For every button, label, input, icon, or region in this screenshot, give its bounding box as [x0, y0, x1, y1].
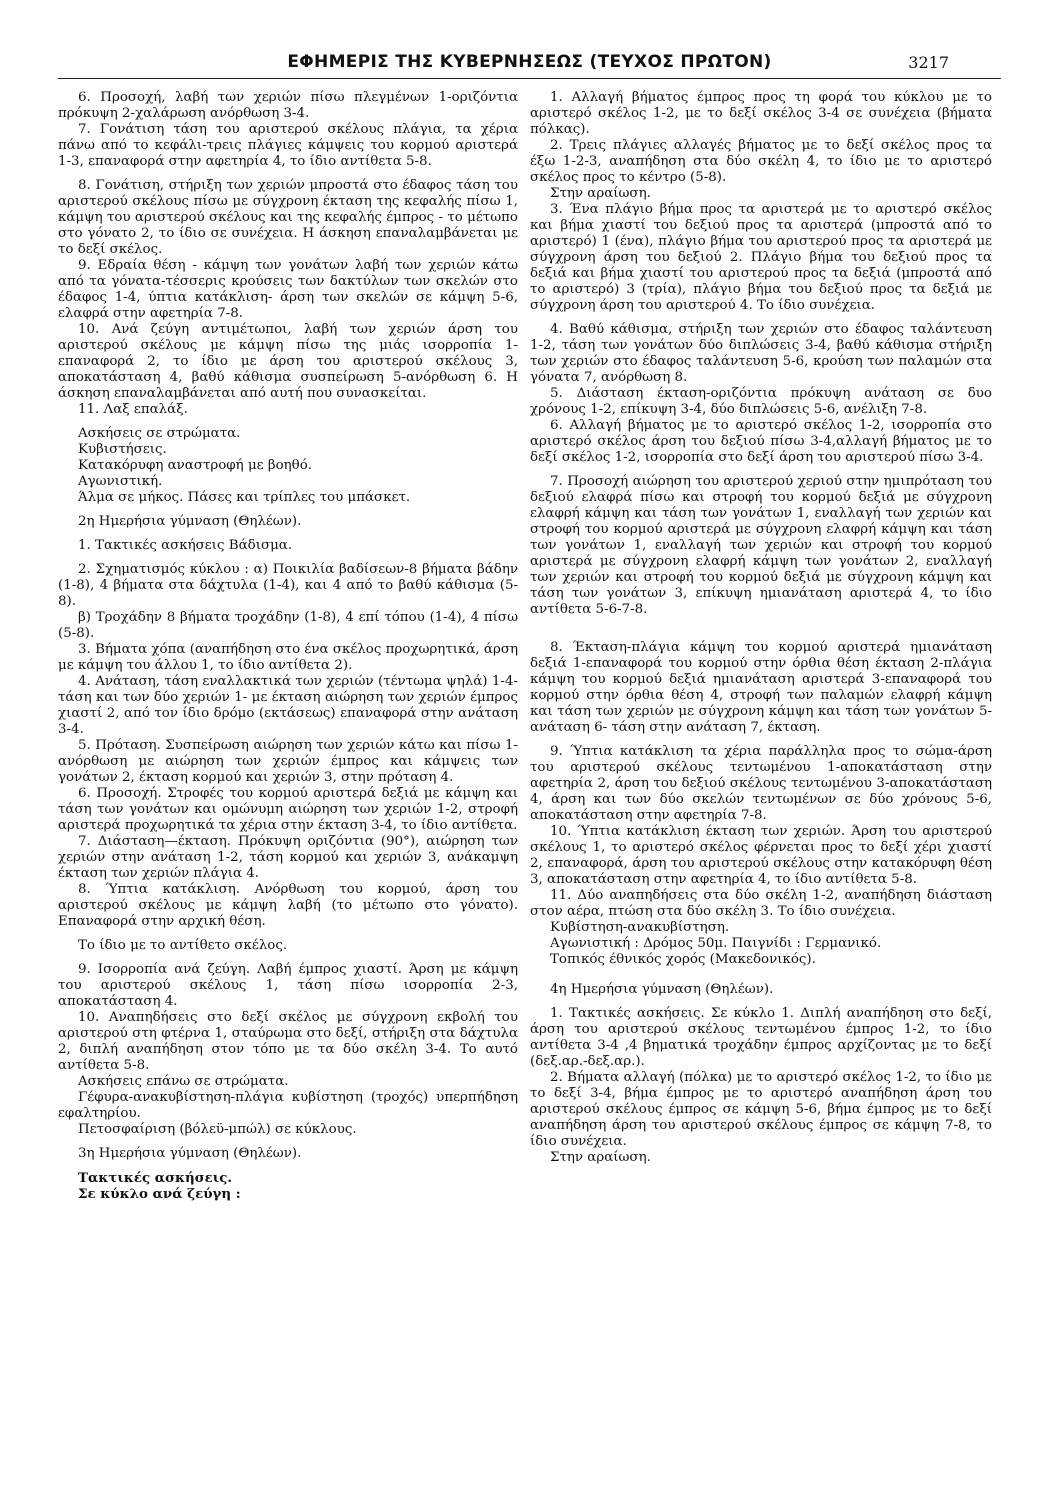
paragraph: 2. Τρεις πλάγιες αλλαγές βήματος με το δεξί σκέλος προς τα έξω 1-2-3, αναπήδηση στα δύο σκέλη 4, το ίδιο με το αριστερό σκέλος προς το κέντρο (5-8). — [530, 138, 992, 185]
left-column — [58, 90, 518, 1202]
paragraph: 3. Ένα πλάγιο βήμα προς τα αριστερά με το αριστερό σκέλος και βήμα χιαστί του δεξιού προς τα αριστερά (μπροστά από το αριστερό) 1 (ένα), πλάγιο βήμα του αριστερού προς τα αριστερά με σύγχρονη άρση του δεξιού 2. Πλάγιο βήμα του δεξιού προς τα δεξιά και βήμα χιαστί του αριστερού προς τα δεξιά (μπροστά από το αριστερό) 3 (τρία), πλάγιο βήμα του δεξιού προς τα δεξιά με σύγχρονη άρση του αριστερού 4. Το ίδιο συνέχεια. — [530, 202, 992, 313]
paragraph: Σε κύκλο ανά ζεύγη : — [78, 1186, 241, 1202]
paragraph: 4. Ανάταση, τάση εναλλακτικά των χεριών (τέντωμα ψηλά) 1-4-τάση και των δύο χεριών 1- με έκταση αιώρηση των χεριών έμπρος χιαστί 2, από τον ίδιο δρόμο (εκτάσεως) επαναφορά στην ανάταση 3-4. — [58, 674, 518, 737]
paragraph: 9. Ισορροπία ανά ζεύγη. Λαβή έμπρος χιαστί. Άρση με κάμψη του αριστερού σκέλους 1, τάση πίσω ισορροπία 2-3, αποκατάσταση 4. — [58, 962, 518, 1009]
paragraph: 3. Βήματα χόπα (αναπήδηση στο ένα σκέλος προχωρητικά, άρση με κάμψη του άλλου 1, το ίδιο αντίθετα 2). — [58, 642, 518, 673]
paragraph: Στην αραίωση. — [550, 186, 651, 201]
paragraph: 9. Ύπτια κατάκλιση τα χέρια παράλληλα προς το σώμα-άρση του αριστερού σκέλους τεντωμένου 1-αποκατάσταση στην αφετηρία 2, άρση του δεξιού σκέλους τεντωμένου 3-αποκατάσταση 4, άρση και των δύο σκελών τεντωμένων σε δύο χρόνους 5-6, αποκατάσταση στην αφετηρία 7-8. — [530, 744, 992, 823]
paragraph: Τακτικές ασκήσεις. — [78, 1170, 233, 1186]
section-heading: 4η Ημερήσια γύμναση (Θηλέων). — [550, 982, 774, 997]
paragraph: 7. Γονάτιση τάση του αριστερού σκέλους πλάγια, τα χέρια πάνω από το κεφάλι-τρεις πλάγιες κάμψεις του κορμού αριστερά 1-3, επαναφορά στην αφετηρία 4, το ίδιο αντίθετα 5-8. — [58, 122, 518, 169]
paragraph: 4. Βαθύ κάθισμα, στήριξη των χεριών στο έδαφος ταλάντευση 1-2, τάση των γονάτων δύο διπλώσεις 3-4, βαθύ κάθισμα στήριξη των χεριών στο έδαφος ταλάντευση 5-6, κρούση των παλαμών στα γόνατα 7, ανόρθωση 8. — [530, 322, 992, 385]
paragraph: 10. Αναπηδήσεις στο δεξί σκέλος με σύγχρονη εκβολή του αριστερού στη φτέρνα 1, σταύρωμα στο δεξί, στήριξη στα δάχτυλα 2, διπλή αναπήδηση στον τόπο με τα δύο σκέλη 3-4. Το αυτό αντίθετα 5-8. — [58, 1010, 518, 1073]
paragraph: 2. Σχηματισμός κύκλου : α) Ποικιλία βαδίσεων-8 βήματα βάδην (1-8), 4 βήματα στα δάχτυλα (1-4), και 4 από το βαθύ κάθισμα (5-8). — [58, 562, 518, 609]
paragraph: 1. Αλλαγή βήματος έμπρος προς τη φορά του κύκλου με το αριστερό σκέλος 1-2, με το δεξί σκέλος 3-4 σε συνέχεια (βήματα πόλκας). — [530, 90, 992, 137]
gazette-header-title: ΕΦΗΜΕΡΙΣ ΤΗΣ ΚΥΒΕΡΝΗΣΕΩΣ (ΤΕΥΧΟΣ ΠΡΩΤΟΝ) — [287, 52, 772, 72]
paragraph: Κυβιστήσεις. — [78, 442, 167, 457]
paragraph: Κατακόρυφη αναστροφή με βοηθό. — [78, 458, 313, 473]
paragraph: 10. Ανά ζεύγη αντιμέτωποι, λαβή των χεριών άρση του αριστερού σκέλους με κάμψη πίσω της μιάς ισορροπία 1-επαναφορά 2, το ίδιο με άρση του αριστερού σκέλους 3, αποκατάσταση 4, βαθύ κάθισμα συσπείρωση 5-ανόρθωση 6. Η άσκηση επαναλαμβάνεται από αυτή που συνασκείται. — [58, 322, 518, 401]
paragraph: 8. Έκταση-πλάγια κάμψη του κορμού αριστερά ημιανάταση δεξιά 1-επαναφορά του κορμού στην όρθια θέση έκταση 2-πλάγια κάμψη του κορμού δεξιά ημιανάταση αριστερά 3-επαναφορά του κορμού στην όρθια θέση 4, στροφή των παλαμών ελαφρή κάμψη και τάση των χεριών με σύγχρονη κάμψη και τάση των γονάτων 5-ανάταση 6- τάση στην ανάταση 7, έκταση. — [530, 640, 992, 735]
paragraph: 6. Προσοχή. Στροφές του κορμού αριστερά δεξιά με κάμψη και τάση των γονάτων και ομώνυμη αιώρηση των χεριών 1-2, στροφή αριστερά προχωρητικά τα χέρια στην έκταση 3-4, το ίδιο αντίθετα. — [58, 786, 518, 833]
paragraph: 1. Τακτικές ασκήσεις Βάδισμα. — [78, 538, 293, 553]
paragraph: 6. Προσοχή, λαβή των χεριών πίσω πλεγμένων 1-οριζόντια πρόκυψη 2-χαλάρωση ανόρθωση 3-4. — [58, 90, 518, 121]
paragraph: 5. Διάσταση έκταση-οριζόντια πρόκυψη ανάταση σε δυο χρόνους 1-2, επίκυψη 3-4, δύο διπλώσεις 5-6, ανέλιξη 7-8. — [530, 386, 992, 417]
paragraph: 5. Πρόταση. Συσπείρωση αιώρηση των χεριών κάτω και πίσω 1-ανόρθωση με αιώρηση των χεριών έμπρος και κάμψεις των γονάτων 2, έκταση κορμού και χεριών 3, στην πρόταση 4. — [58, 738, 518, 785]
paragraph: Πετοσφαίριση (βόλεϋ-μπώλ) σε κύκλους. — [78, 1122, 357, 1137]
header-divider — [58, 78, 1001, 79]
right-column — [530, 90, 992, 1166]
paragraph: 11. Λαξ επαλάξ. — [78, 402, 188, 417]
paragraph: Άλμα σε μήκος. Πάσες και τρίπλες του μπάσκετ. — [78, 490, 411, 505]
paragraph: Αγωνιστική : Δρόμος 50μ. Παιγνίδι : Γερμανικό. — [550, 936, 882, 951]
paragraph: Γέφυρα-ανακυβίστηση-πλάγια κυβίστηση (τροχός) υπερπήδηση εφαλτηρίου. — [58, 1090, 518, 1121]
paragraph: Αγωνιστική. — [78, 474, 163, 489]
paragraph: 1. Τακτικές ασκήσεις. Σε κύκλο 1. Διπλή αναπήδηση στο δεξί, άρση του αριστερού σκέλους τεντωμένου έμπρος 1-2, το ίδιο αντίθετα 3-4 ,4 βηματικά τροχάδην έμπρος αρχίζοντας με το δεξί (δεξ.αρ.-δεξ.αρ.). — [530, 1006, 992, 1069]
paragraph: Στην αραίωση. — [550, 1150, 651, 1165]
paragraph: 2. Βήματα αλλαγή (πόλκα) με το αριστερό σκέλος 1-2, το ίδιο με το δεξί 3-4, βήμα έμπρος με το αριστερό αναπήδηση άρση του αριστερού σκέλους έμπρος σε κάμψη 5-6, βήμα έμπρος με το δεξί αναπήδηση άρση του αριστερού σκέλους έμπρος σε κάμψη 7-8, το ίδιο συνέχεια. — [530, 1070, 992, 1149]
paragraph: 11. Δύο αναπηδήσεις στα δύο σκέλη 1-2, αναπήδηση διάσταση στον αέρα, πτώση στα δύο σκέλη 3. Το ίδιο συνέχεια. — [530, 888, 992, 919]
paragraph: 10. Ύπτια κατάκλιση έκταση των χεριών. Άρση του αριστερού σκέλους 1, το αριστερό σκέλος φέρνεται προς το δεξί χέρι χιαστί 2, επαναφορά, άρση του αριστερού σκέλους στην κατακόρυφη θέση 3, αποκατάσταση στην αφετηρία 4, το ίδιο αντίθετα 5-8. — [530, 824, 992, 887]
paragraph: Το ίδιο με το αντίθετο σκέλος. — [78, 938, 288, 953]
paragraph: 6. Αλλαγή βήματος με το αριστερό σκέλος 1-2, ισορροπία στο αριστερό σκέλος άρση του δεξιού πίσω 3-4,αλλαγή βήματος με το δεξί σκέλος 1-2, ισορροπία στο δεξί άρση του αριστερού πίσω 3-4. — [530, 418, 992, 465]
paragraph: Ασκήσεις επάνω σε στρώματα. — [78, 1074, 289, 1089]
paragraph: Τοπικός έθνικός χορός (Μακεδονικός). — [550, 952, 816, 967]
paragraph: 8. Γονάτιση, στήριξη των χεριών μπροστά στο έδαφος τάση του αριστερού σκέλους πίσω με σύγχρονη έκταση της κεφαλής πίσω 1, κάμψη του αριστερού σκέλους και της κεφαλής έμπρος - το μέτωπο στο γόνατο 2, το ίδιο σε συνέχεια. Η άσκηση επαναλαμβάνεται με το δεξί σκέλος. — [58, 178, 518, 257]
paragraph: 7. Διάσταση—έκταση. Πρόκυψη οριζόντια (90°), αιώρηση των χεριών στην ανάταση 1-2, τάση κορμού και χεριών 3, ανάκαμψη έκταση των χεριών πλάγια 4. — [58, 834, 518, 881]
paragraph: 8. Ύπτια κατάκλιση. Ανόρθωση του κορμού, άρση του αριστερού σκέλους με κάμψη λαβή (το μέτωπο στο γόνατο). Επαναφορά στην αρχική θέση. — [58, 882, 518, 929]
paragraph: β) Τροχάδην 8 βήματα τροχάδην (1-8), 4 επί τόπου (1-4), 4 πίσω (5-8). — [58, 610, 518, 641]
paragraph: Κυβίστηση-ανακυβίστηση. — [550, 920, 730, 935]
section-heading: 2η Ημερήσια γύμναση (Θηλέων). — [78, 514, 302, 529]
paragraph: 7. Προσοχή αιώρηση του αριστερού χεριού στην ημιπρόταση του δεξιού ελαφρά πίσω και στροφή του κορμού δεξιά με σύγχρονη ελαφρή κάμψη και τάση των γονάτων 1, εναλλαγή των χεριών και στροφή του κορμού αριστερά με σύγχρονη ελαφρή κάμψη και τάση των γονάτων 1, εναλλαγή των χεριών και στροφή του κορμού αριστερά με σύγχρονη ελαφρή κάμψη των γονάτων 2, εναλλαγή των χεριών και στροφή του κορμού δεξιά με σύγχρονη κάμψη και τάση των γονάτων 3, επίκυψη ημιανάταση αριστερά 4, το ίδιο αντίθετα 5-6-7-8. — [530, 474, 992, 617]
page-number: 3217 — [908, 53, 949, 72]
paragraph: 9. Εδραία θέση - κάμψη των γονάτων λαβή των χεριών κάτω από τα γόνατα-τέσσερις κρούσεις των δακτύλων των σκελών στο έδαφος 1-4, ύπτια κατάκλιση- άρση των σκελών σε κάμψη 5-6, ελαφρά στην αφετηρία 7-8. — [58, 258, 518, 321]
paragraph: Ασκήσεις σε στρώματα. — [78, 426, 241, 441]
section-heading: 3η Ημερήσια γύμναση (Θηλέων). — [78, 1146, 302, 1161]
